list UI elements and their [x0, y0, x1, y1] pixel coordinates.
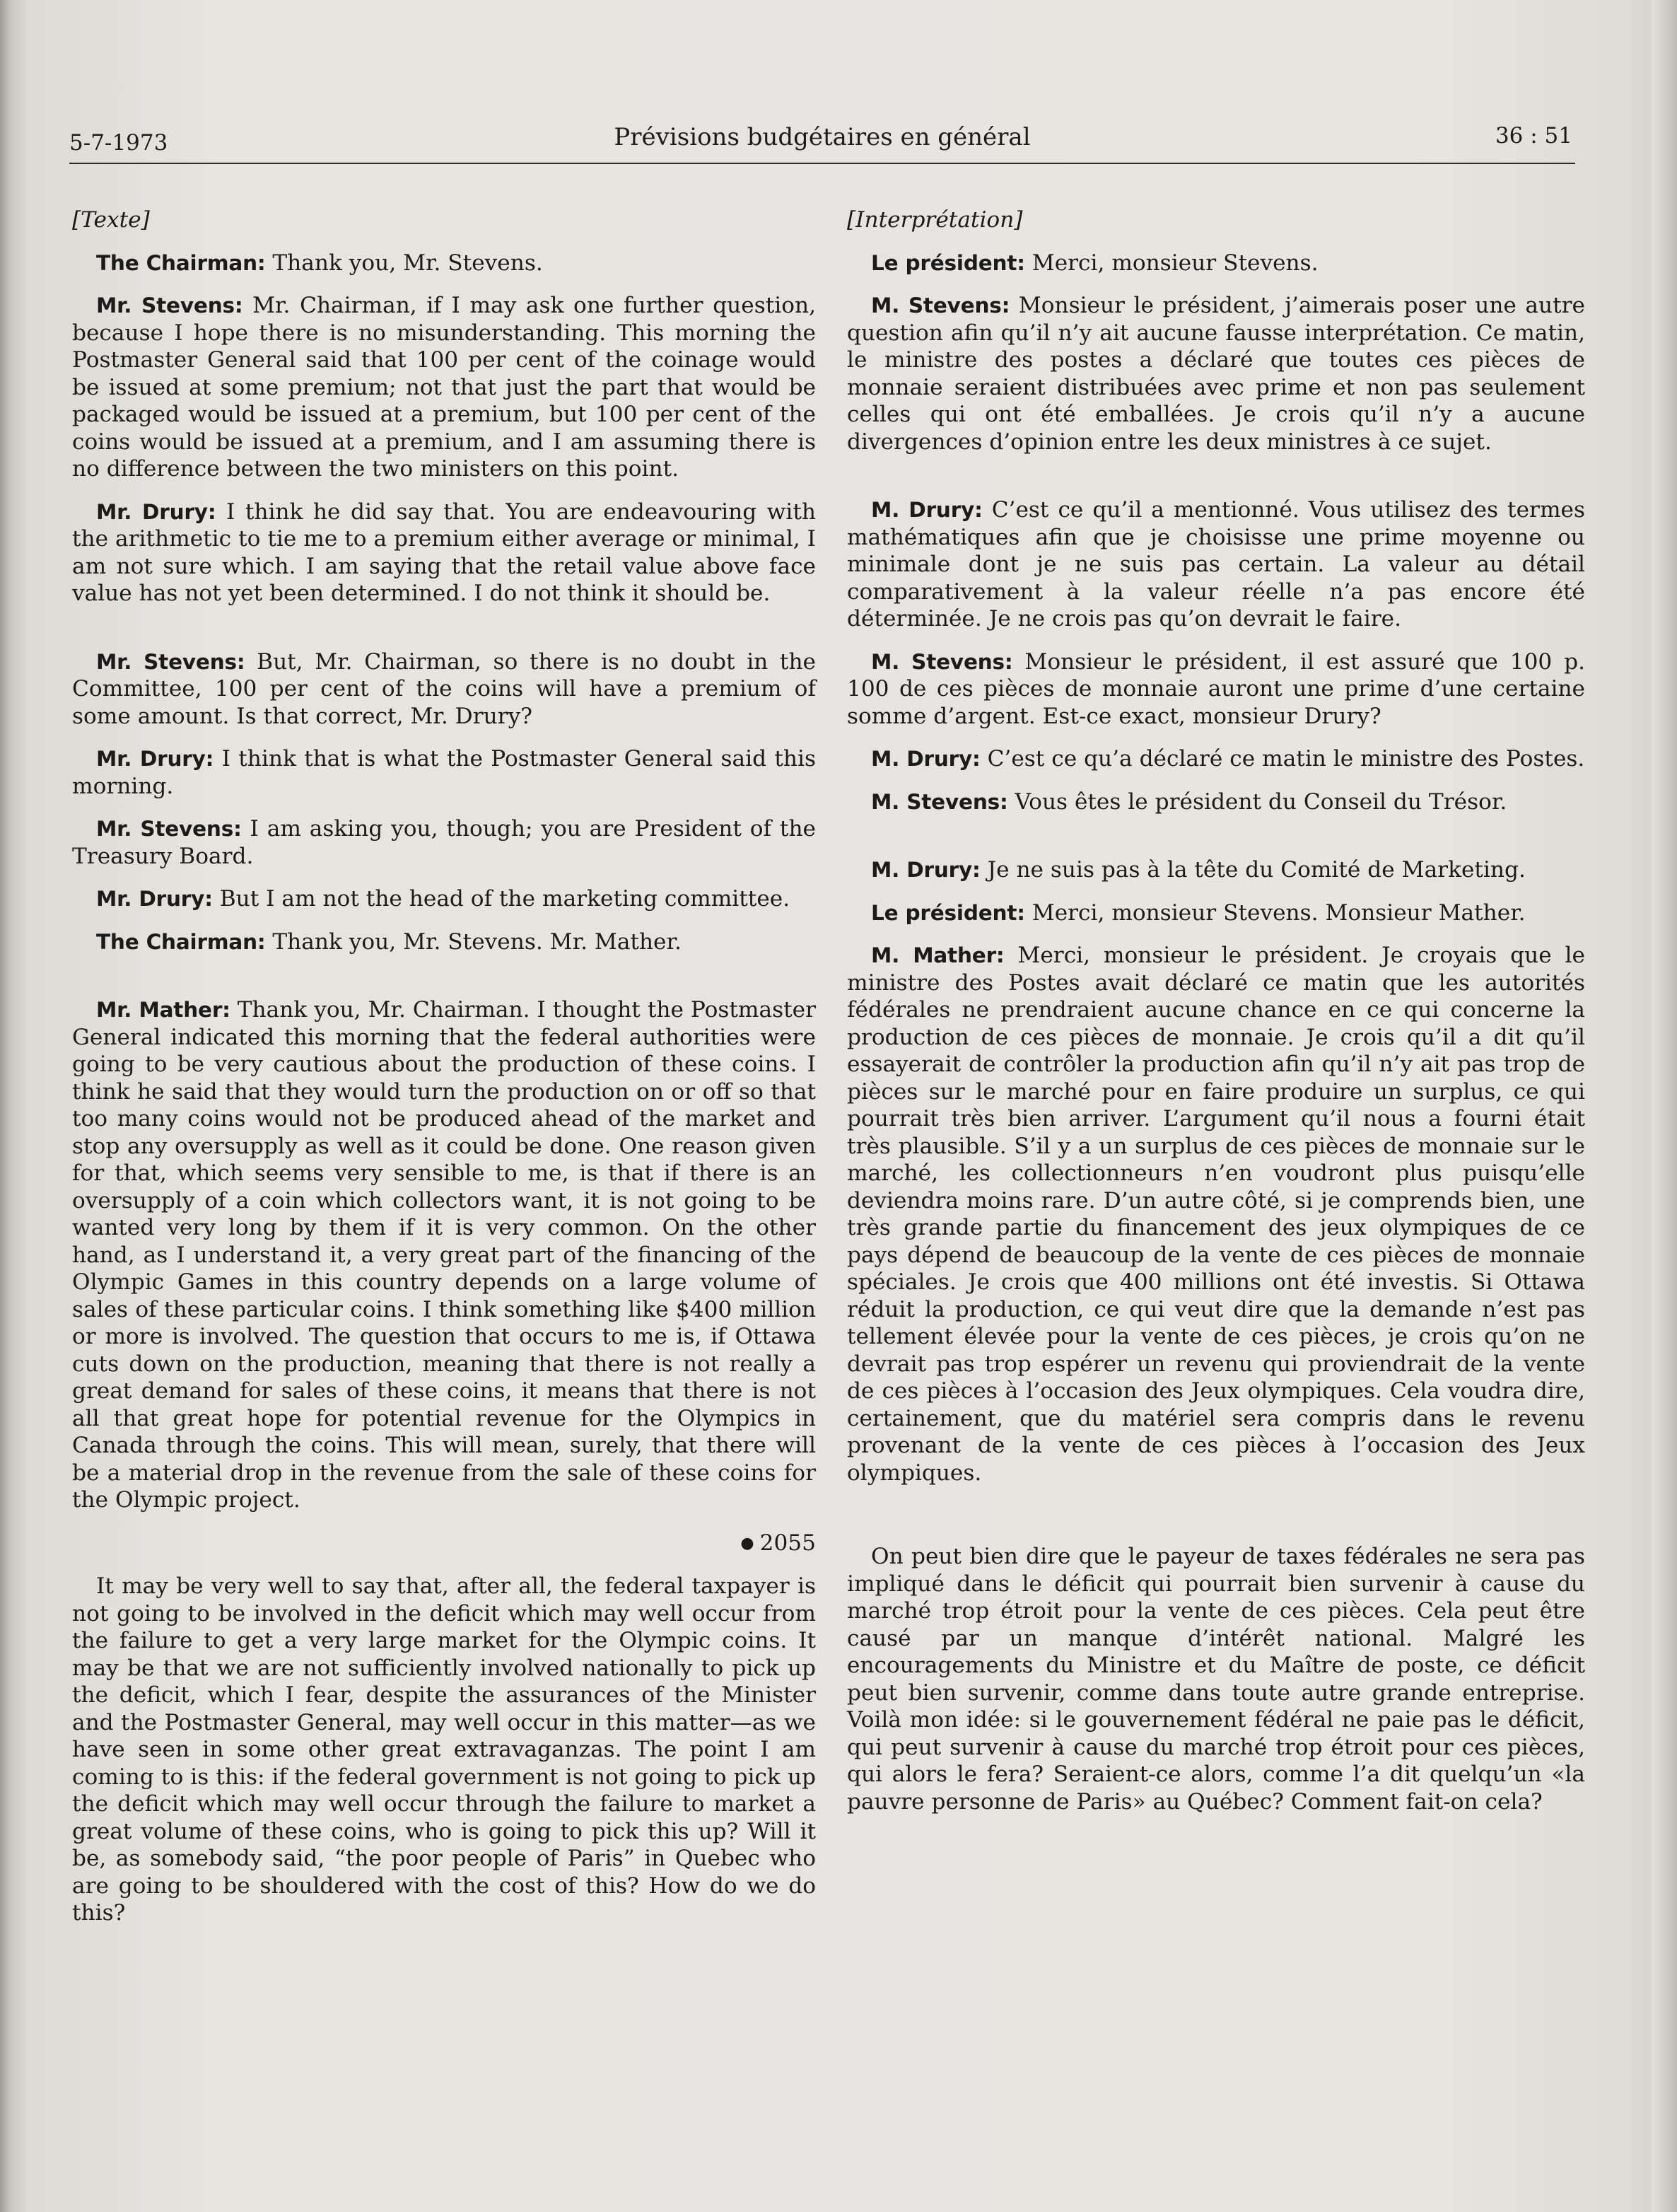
page-edge — [1652, 0, 1677, 2212]
speaker: M. Stevens: — [871, 649, 1013, 674]
header-page-number: 36 : 51 — [1495, 123, 1572, 149]
speech: But, Mr. Chairman, so there is no doubt in the Committee, 100 per cent of the coins will have a premium of some amount. Is that correct, Mr. Drury? — [72, 648, 816, 729]
french-column — [847, 206, 1585, 1831]
paragraph — [72, 815, 816, 870]
paragraph — [72, 929, 816, 956]
speech: Thank you, Mr. Stevens. Mr. Mather. — [265, 929, 682, 955]
speaker: Mr. Stevens: — [96, 649, 245, 674]
speaker: The Chairman: — [96, 929, 266, 954]
header-title: Prévisions budgétaires en général — [614, 123, 1031, 151]
paragraph — [847, 788, 1585, 816]
speech: Merci, monsieur Stevens. Monsieur Mather. — [1024, 900, 1526, 926]
speech: Thank you, Mr. Stevens. — [265, 250, 543, 276]
spacer — [72, 623, 816, 648]
paragraph: On peut bien dire que le payeur de taxes fédérales ne sera pas impliqué dans le déficit qui pourrait bien survenir à cause du marché trop étroit pour la vente de ces pièces. Cela peut être causé par un manque d’intérêt national. Malgré les encouragements du Ministre et du Maître de poste, ce déficit peut bien survenir, comme dans toute autre grande entreprise. Voilà mon idée: si le gouvernement fédéral ne paie pas le déficit, qui peut survenir à cause du marché trop étroit pour ces pièces, qui alors le fera? Seraient-ce alors, comme l’a dit quelqu’un «la pauvre personne de Paris» au Québec? Comment fait-on cela? — [847, 1544, 1585, 1815]
speaker: Le président: — [871, 900, 1025, 925]
language-tag: [Texte] — [72, 207, 150, 233]
spacer — [847, 471, 1585, 496]
speaker: M. Drury: — [871, 747, 981, 771]
speaker: Mr. Mather: — [96, 998, 230, 1022]
header-date: 5-7-1973 — [69, 130, 168, 156]
speech: Monsieur le président, j’aimerais poser une autre question afin qu’il n’y ait aucune fausse interprétation. Ce matin, le ministre des postes a déclaré que toutes ces pièces de monnaie seraient distribuées avec prime et non pas seulement celles qui ont été emballées. Je crois qu’il n’y a aucune divergences d’opinion entre les deux ministres à ce sujet. — [847, 293, 1586, 455]
speech: I am asking you, though; you are President of the Treasury Board. — [72, 816, 816, 869]
speaker: M. Stevens: — [871, 293, 1010, 318]
speaker: M. Drury: — [871, 498, 983, 522]
speaker: Mr. Drury: — [96, 499, 216, 524]
speech: Thank you, Mr. Chairman. I thought the Postmaster General indicated this morning that the federal authorities were going to be very cautious about the production of these coins. I think he said that they would turn the production on or off so that too many coins would not be produced ahead of the market and stop any oversupply as well as it could be done. One reason given for that, which seems very sensible to me, is that if there is an oversupply of a coin which collectors want, it is not going to be wanted very long by them if it is very common. On the other hand, as I understand it, a very great part of the financing of the Olympic Games in this country depends on a large volume of sales of these particular coins. I think something like $400 million or more is involved. The question that occurs to me is, if Ottawa cuts down on the production, meaning that there is not really a great demand for sales of these coins, it means that there is not all that great hope for potential revenue for the Olympics in Canada through the coins. This will mean, surely, that there will be a material drop in the revenue from the sale of these coins for the Olympic project. — [72, 997, 816, 1513]
time-marker — [72, 1530, 816, 1558]
page-header — [69, 106, 1575, 164]
speech: But I am not the head of the marketing committee. — [212, 886, 790, 912]
speaker: Mr. Stevens: — [96, 293, 243, 318]
speech: I think that is what the Postmaster General said this morning. — [72, 746, 816, 799]
speaker: Mr. Drury: — [96, 747, 214, 771]
spacer — [847, 831, 1585, 856]
speech: Mr. Chairman, if I may ask one further question, because I hope there is no misunderstanding. This morning the Postmaster General said that 100 per cent of the coinage would be issued at some premium; not that just the part that would be packaged would be issued at a premium, but 100 per cent of the coins would be issued at a premium, and I am assuming there is no difference between the two ministers on this point. — [72, 293, 816, 482]
spacer — [72, 971, 816, 996]
paragraph: It may be very well to say that, after all, the federal taxpayer is not going to be involved in the deficit which may well occur from the failure to get a very large market for the Olympic coins. It may be that we are not sufficiently involved nationally to pick up the deficit, which I fear, despite the assurances of the Minister and the Postmaster General, may well occur in this matter—as we have seen in some other great extravaganzas. The point I am coming to is this: if the federal government is not going to pick up the deficit which may well occur through the failure to market a great volume of these coins, who is going to pick this up? Will it be, as somebody said, “the poor people of Paris” in Quebec who are going to be shouldered with the cost of this? How do we do this? — [72, 1573, 816, 1926]
speech: Monsieur le président, il est assuré que 100 p. 100 de ces pièces de monnaie auront une prime d’une certaine somme d’argent. Est-ce exact, monsieur Drury? — [847, 648, 1585, 729]
spacer — [847, 1502, 1585, 1543]
speaker: M. Mather: — [871, 943, 1005, 967]
paragraph — [72, 250, 816, 277]
speaker: The Chairman: — [96, 250, 266, 275]
paragraph — [72, 885, 816, 913]
speech: I think he did say that. You are endeavouring with the arithmetic to tie me to a premium either average or minimal, I am not sure which. I am saying that the retail value above face value has not yet been determined. I do not think it should be. — [72, 499, 816, 606]
paragraph — [72, 648, 816, 730]
speaker: M. Drury: — [871, 858, 981, 882]
bullet-icon: ● — [740, 1534, 754, 1552]
time-marker-value: 2055 — [759, 1530, 816, 1556]
speech: Merci, monsieur le président. Je croyais que le ministre des Postes avait déclaré ce matin que les autorités fédérales ne prendraient aucune chance en ce qui concerne la production de ces pièces de monnaie. Je crois qu’il a dit qu’il essayerait de contrôler la production afin qu’il n’y ait pas trop de pièces sur le marché pour en faire produire un surplus, ce qui pourrait très bien arriver. L’argument qu’il nous a fourni était très plausible. S’il y a un surplus de ces pièces de monnaie sur le marché, les collectionneurs n’en voudront plus puisqu’elle deviendra moins rare. D’un autre côté, si je comprends bien, une très grande partie du financement des jeux olympiques de ce pays dépend de beaucoup de la vente de ces pièces de monnaie spéciales. Je crois que 400 millions ont été investis. Si Ottawa réduit la production, ce qui veut dire que la demande n’est pas tellement élevée pour la vente de ces pièces, je crois qu’on ne devrait pas trop espérer un revenu qui proviendrait de la vente de ces pièces à l’occasion des Jeux olympiques. Cela voudra dire, certainement, que du matériel sera compris dans le revenu provenant de la vente de ces pièces à l’occasion des Jeux olympiques. — [847, 943, 1585, 1486]
paragraph — [847, 496, 1585, 633]
paragraph — [847, 648, 1585, 730]
paragraph — [847, 856, 1585, 884]
paragraph — [72, 292, 816, 483]
speech: Vous êtes le président du Conseil du Trésor. — [1007, 788, 1507, 815]
speaker: Le président: — [871, 250, 1025, 275]
paragraph — [847, 250, 1585, 277]
paragraph — [847, 900, 1585, 927]
speech: C’est ce qu’il a mentionné. Vous utilisez des termes mathématiques afin que je choisisse une prime moyenne ou minimale dont je ne suis pas certain. La valeur au détail comparativement à la valeur réelle n’a pas encore été déterminée. Je ne crois pas qu’on devrait le faire. — [847, 497, 1585, 631]
english-column — [72, 206, 816, 1943]
paragraph — [847, 292, 1585, 455]
speech: C’est ce qu’a déclaré ce matin le ministre des Postes. — [980, 746, 1585, 772]
paragraph — [847, 942, 1585, 1486]
speaker: Mr. Stevens: — [96, 817, 242, 841]
paragraph — [72, 745, 816, 800]
paragraph — [72, 499, 816, 607]
speech: Merci, monsieur Stevens. — [1024, 250, 1319, 276]
paragraph — [72, 996, 816, 1514]
speaker: M. Stevens: — [871, 789, 1008, 814]
language-tag: [Interprétation] — [847, 207, 1023, 233]
speech: Je ne suis pas à la tête du Comité de Marketing. — [980, 857, 1526, 883]
speaker: Mr. Drury: — [96, 887, 213, 911]
paragraph — [847, 745, 1585, 773]
